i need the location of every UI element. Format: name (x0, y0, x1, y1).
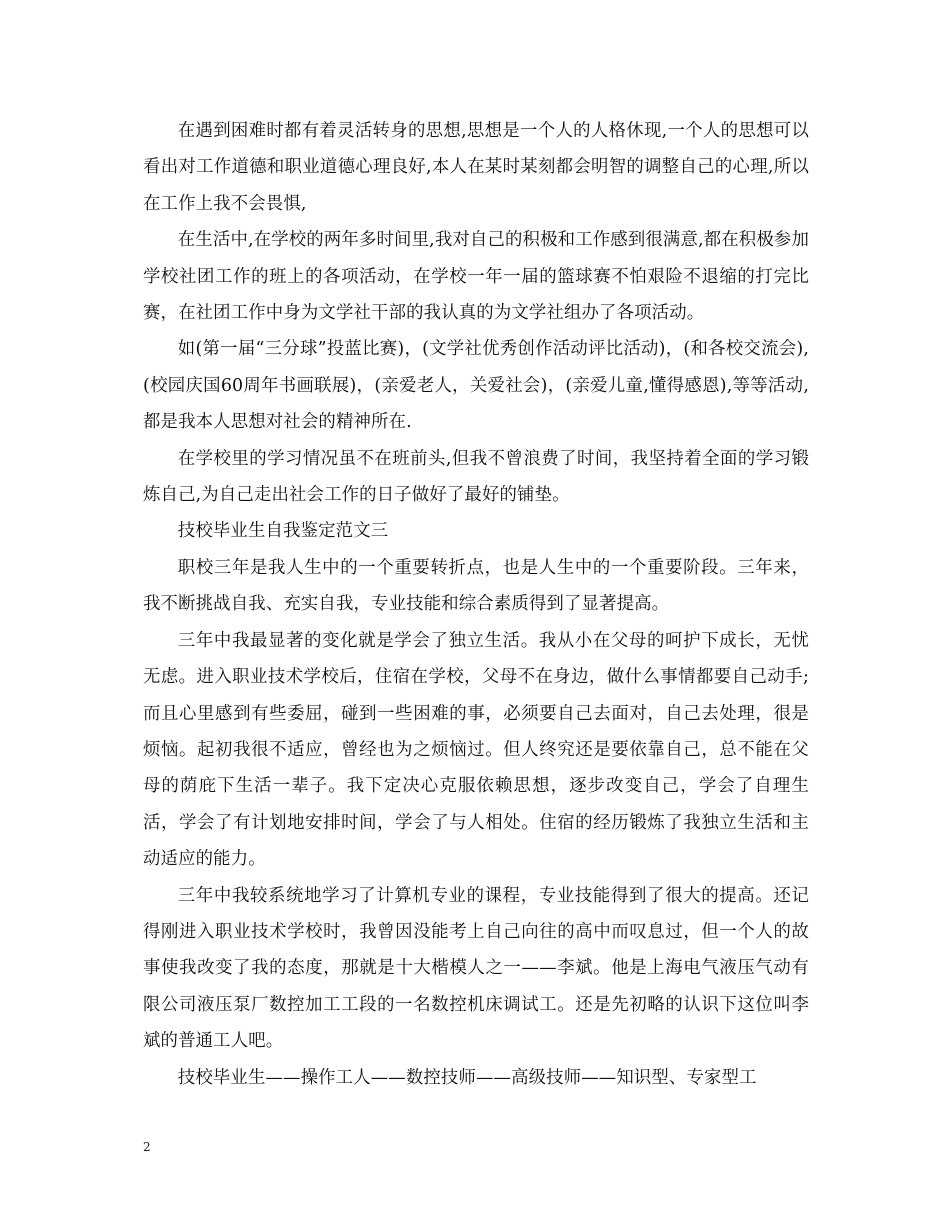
page-number: 2 (143, 1140, 151, 1154)
paragraph-professional-skills: 三年中我较系统地学习了计算机专业的课程，专业技能得到了很大的提高。还记得刚进入职业技术学校时，我曾因没能考上自己向往的高中而叹息过，但一个人的故事使我改变了我的态度，那就是十大楷模人之一——李斌。他是上海电气液压气动有限公司液压泵厂数控加工工段的一名数控机床调试工。还是先初略的认识下这位叫李斌的普通工人吧。 (143, 885, 809, 1052)
section-heading: 技校毕业生自我鉴定范文三 (177, 521, 389, 542)
paragraph-career-path: 技校毕业生——操作工人——数控技师——高级技师——知识型、专家型工 (177, 1067, 757, 1088)
paragraph-study: 在学校里的学习情况虽不在班前头,但我不曾浪费了时间，我坚持着全面的学习锻炼自己,为自己走出社会工作的日子做好了最好的铺垫。 (143, 448, 809, 506)
paragraph-school-life: 在生活中,在学校的两年多时间里,我对自己的积极和工作感到很满意,都在积极参加学校社团工作的班上的各项活动，在学校一年一届的篮球赛不怕艰险不退缩的打完比赛，在社团工作中身为文学社干部的我认真的为文学社组办了各项活动。 (143, 230, 809, 324)
paragraph-thinking: 在遇到困难时都有着灵活转身的思想,思想是一个人的人格休现,一个人的思想可以看出对工作道德和职业道德心理良好,本人在某时某刻都会明智的调整自己的心理,所以在工作上我不会畏惧, (143, 121, 809, 214)
paragraph-turning-point: 职校三年是我人生中的一个重要转折点，也是人生中的一个重要阶段。三年来，我不断挑战自我、充实自我，专业技能和综合素质得到了显著提高。 (143, 557, 809, 615)
paragraph-activities: 如(第一届“三分球”投蓝比赛)，(文学社优秀创作活动评比活动)，(和各校交流会),(校园庆国60周年书画联展)，(亲爱老人，关爱社会)，(亲爱儿童,懂得感恩),等等活动,都是我本人思想对社会的精神所在. (143, 339, 809, 433)
paragraph-independent-life: 三年中我最显著的变化就是学会了独立生活。我从小在父母的呵护下成长，无忧无虑。进入职业技术学校后，住宿在学校，父母不在身边，做什么事情都要自己动手;而且心里感到有些委屈，碰到一些困难的事，必须要自己去面对，自己去处理，很是烦恼。起初我很不适应，曾经也为之烦恼过。但人终究还是要依靠自己，总不能在父母的荫庇下生活一辈子。我下定决心克服依赖思想，逐步改变自己，学会了自理生活，学会了有计划地安排时间，学会了与人相处。住宿的经历锻炼了我独立生活和主动适应的能力。 (143, 630, 809, 870)
document-body (143, 113, 809, 1096)
